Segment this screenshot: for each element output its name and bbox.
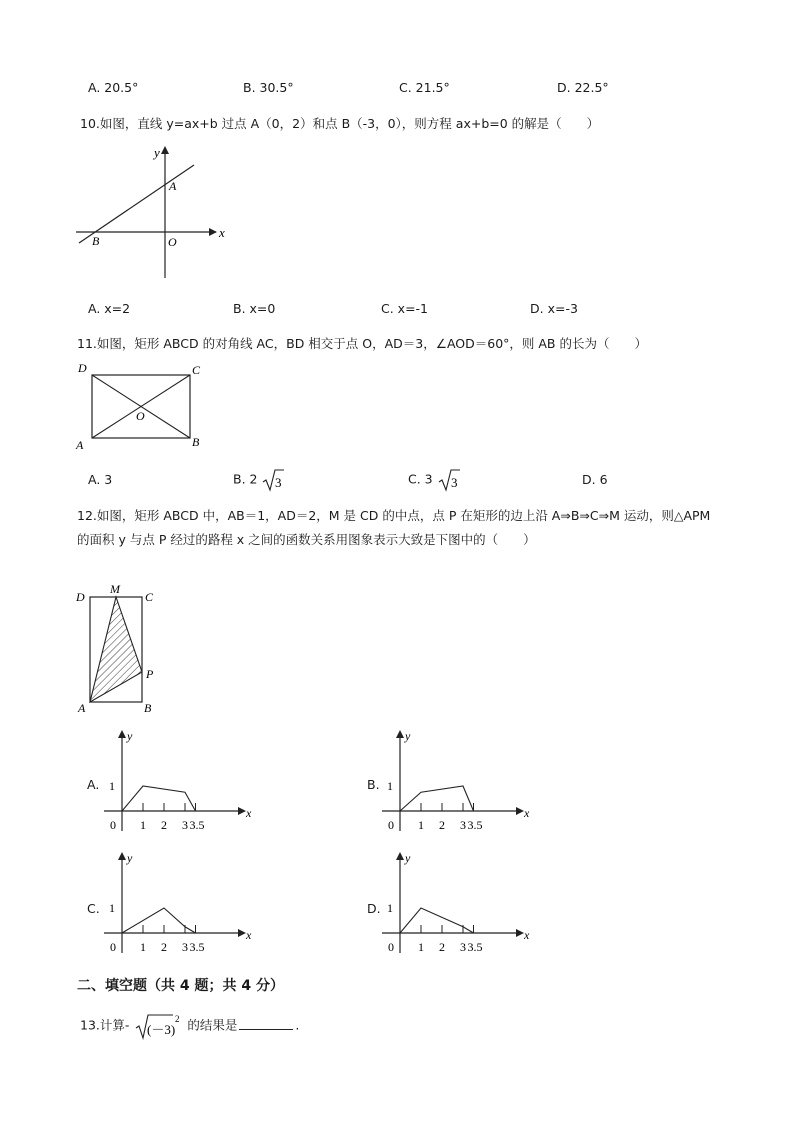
q12-graph-a — [102, 726, 252, 841]
function-curve — [122, 786, 196, 811]
q13-radical-content: (－3) — [147, 1022, 176, 1037]
y-tick-label: 1 — [109, 901, 115, 915]
q11-option-b-prefix: B. 2 — [233, 471, 258, 487]
function-curve — [400, 786, 474, 811]
q12-label-c: C — [145, 590, 154, 604]
q13-exponent: 2 — [175, 1014, 180, 1024]
q10-option-c: C. x=-1 — [381, 301, 429, 316]
q10-line — [79, 165, 194, 243]
x-axis-arrow — [516, 807, 524, 815]
x-tick-label: 3.5 — [189, 818, 205, 832]
q9-option-c: C. 21.5° — [399, 80, 450, 95]
x-tick-label: 3 — [182, 940, 188, 954]
q11-option-c — [408, 468, 461, 492]
q11-option-b-sqrt — [261, 468, 285, 492]
q11-label-o: O — [136, 409, 145, 423]
x-tick-label: 3.5 — [189, 940, 205, 954]
q11-option-b — [233, 468, 285, 492]
y-axis-label: y — [405, 729, 411, 743]
q12-graph-label-a: A. — [87, 777, 100, 792]
q13-suffix: 的结果是 — [187, 1017, 238, 1033]
y-tick-label: 1 — [387, 901, 393, 915]
x-tick-label: 3 — [460, 818, 466, 832]
q13-prefix: 13.计算- — [80, 1017, 130, 1033]
q11-option-c-radicand: 3 — [450, 475, 458, 490]
q10-label-a: A — [169, 179, 177, 193]
q12-graph-label-c: C. — [87, 901, 100, 916]
q12-graph-b — [380, 726, 530, 841]
x-axis-label: x — [246, 806, 252, 820]
q12-triangle-apm — [90, 597, 142, 702]
q10-figure — [70, 143, 240, 283]
q9-option-a: A. 20.5° — [88, 80, 139, 95]
x-tick-label: 3.5 — [467, 818, 483, 832]
x-tick-label: 2 — [161, 818, 167, 832]
q12-label-d: D — [76, 590, 85, 604]
q11-label-c: C — [192, 363, 201, 377]
x-tick-label: 3 — [460, 940, 466, 954]
x-tick-label: 3.5 — [467, 940, 483, 954]
q11-option-d: D. 6 — [582, 472, 608, 487]
x-axis-label: x — [524, 806, 530, 820]
y-tick-label: 1 — [387, 779, 393, 793]
origin-label: 0 — [388, 818, 394, 832]
q10-stem: 10.如图，直线 y=ax+b 过点 A（0，2）和点 B（-3，0），则方程 ax+b=0 的解是（ ） — [80, 116, 600, 131]
x-tick-label: 1 — [418, 940, 424, 954]
origin-label: 0 — [388, 940, 394, 954]
section-2-heading: 二、填空题（共 4 题；共 4 分） — [77, 978, 284, 994]
x-axis-label: x — [246, 928, 252, 942]
x-axis-arrow — [238, 929, 246, 937]
q13-end: . — [295, 1017, 300, 1033]
q12-label-a: A — [78, 701, 86, 715]
y-axis-arrow — [396, 730, 404, 738]
function-curve — [400, 908, 474, 933]
function-curve — [122, 908, 196, 933]
x-axis-label: x — [524, 928, 530, 942]
q11-option-a: A. 3 — [88, 472, 113, 487]
y-tick-label: 1 — [109, 779, 115, 793]
q10-option-a: A. x=2 — [88, 301, 131, 316]
q13 — [80, 1012, 299, 1040]
x-tick-label: 2 — [439, 818, 445, 832]
q10-label-b: B — [92, 234, 100, 248]
q11-figure — [72, 360, 212, 452]
q12-figure — [74, 582, 164, 717]
q10-label-x: x — [219, 225, 225, 240]
q12-graph-label-b: B. — [367, 777, 380, 792]
x-tick-label: 1 — [140, 818, 146, 832]
q10-label-y: y — [154, 145, 160, 160]
origin-label: 0 — [110, 818, 116, 832]
q11-label-d: D — [78, 361, 87, 375]
q13-sqrt — [133, 1012, 183, 1040]
q12-graph-c — [102, 848, 252, 963]
x-tick-label: 1 — [418, 818, 424, 832]
q9-option-d: D. 22.5° — [557, 80, 609, 95]
q12-label-b: B — [144, 701, 152, 715]
q13-answer-blank[interactable] — [239, 1017, 293, 1030]
y-axis-arrow — [118, 852, 126, 860]
y-axis-arrow — [396, 852, 404, 860]
q12-graph-label-d: D. — [367, 901, 381, 916]
x-axis-arrow — [238, 807, 246, 815]
q11-stem: 11.如图，矩形 ABCD 的对角线 AC，BD 相交于点 O，AD＝3，∠AOD＝60°，则 AB 的长为（ ） — [77, 336, 647, 351]
q12-stem-line1: 12.如图，矩形 ABCD 中，AB＝1，AD＝2，M 是 CD 的中点，点 P 在矩形的边上沿 A⇒B⇒C⇒M 运动，则△APM — [77, 508, 711, 523]
x-tick-label: 1 — [140, 940, 146, 954]
y-axis-label: y — [405, 851, 411, 865]
q10-option-d: D. x=-3 — [530, 301, 578, 316]
q11-option-b-radicand: 3 — [275, 475, 282, 490]
q10-option-b: B. x=0 — [233, 301, 276, 316]
q10-label-o: O — [168, 235, 177, 249]
q9-option-b: B. 30.5° — [243, 80, 294, 95]
q12-graph-d — [380, 848, 530, 963]
origin-label: 0 — [110, 940, 116, 954]
q12-label-m: M — [110, 582, 120, 596]
q11-option-c-prefix: C. 3 — [408, 471, 433, 487]
q11-option-c-sqrt — [437, 468, 461, 492]
y-axis-arrow — [118, 730, 126, 738]
q11-label-b: B — [192, 435, 200, 449]
y-axis-label: y — [127, 851, 133, 865]
q12-stem-line2: 的面积 y 与点 P 经过的路程 x 之间的函数关系用图象表示大致是下图中的（ ） — [77, 532, 536, 547]
x-axis-arrow — [516, 929, 524, 937]
y-axis-label: y — [127, 729, 133, 743]
x-tick-label: 2 — [439, 940, 445, 954]
x-tick-label: 2 — [161, 940, 167, 954]
q11-label-a: A — [76, 438, 84, 452]
x-tick-label: 3 — [182, 818, 188, 832]
q12-label-p: P — [146, 667, 154, 681]
